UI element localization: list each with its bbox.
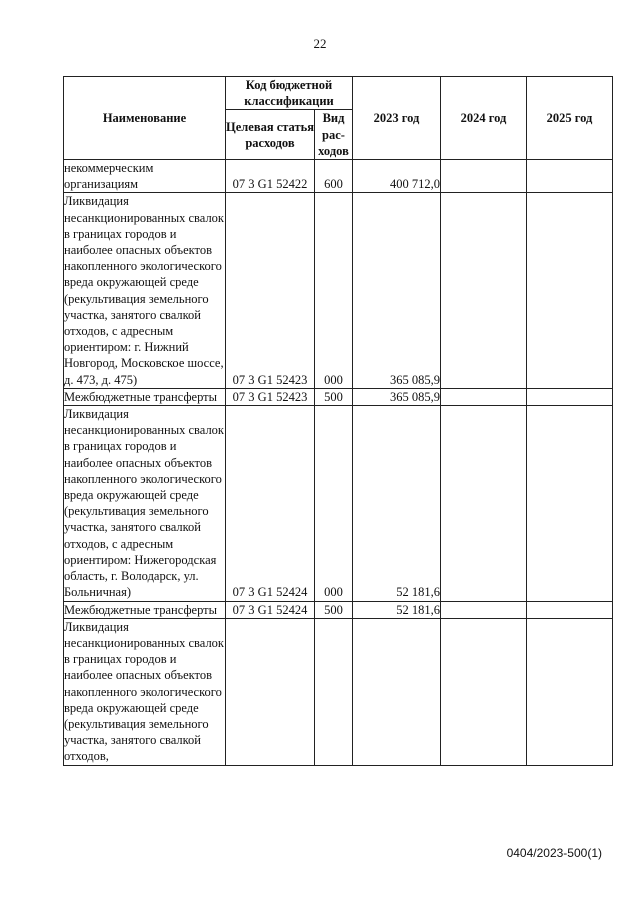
document-code: 0404/2023-500(1) — [506, 846, 602, 860]
row-name: некоммерческим организациям — [64, 160, 226, 193]
row-2025 — [527, 193, 613, 388]
budget-table — [63, 76, 613, 766]
header-code-group: Код бюджетной классификации — [226, 77, 353, 110]
row-2025 — [527, 601, 613, 618]
table-row — [64, 406, 613, 601]
row-2025 — [527, 618, 613, 765]
table-row — [64, 601, 613, 618]
row-2025 — [527, 406, 613, 601]
header-name: Наименование — [64, 77, 226, 160]
row-name: Межбюджетные трансферты — [64, 601, 226, 618]
header-year-2025: 2025 год — [527, 77, 613, 160]
table-row — [64, 160, 613, 193]
row-2024 — [441, 160, 527, 193]
table-row — [64, 388, 613, 405]
row-2023 — [353, 618, 441, 765]
row-2024 — [441, 388, 527, 405]
table-row — [64, 193, 613, 388]
row-2023: 400 712,0 — [353, 160, 441, 193]
row-2024 — [441, 193, 527, 388]
row-2024 — [441, 406, 527, 601]
header-expense-type: Вид рас-ходов — [315, 110, 353, 160]
row-2025 — [527, 388, 613, 405]
row-target: 07 3 G1 52423 — [226, 388, 315, 405]
row-2023: 52 181,6 — [353, 601, 441, 618]
row-name: Ликвидация несанкционированных свалок в границах городов и наиболее опасных объектов накопленного экологического вреда окружающей среде (рекультивация земельного участка, занятого свалкой отходов, — [64, 619, 225, 764]
row-target — [226, 618, 315, 765]
row-type: 600 — [315, 160, 353, 193]
row-name: Ликвидация несанкционированных свалок в границах городов и наиболее опасных объектов накопленного экологического вреда окружающей среде (рекультивация земельного участка, занятого свалкой отходов, с адресным ориентиром: Нижегородская область, г. Володарск, ул. Больничная) — [64, 407, 225, 600]
row-type: 500 — [315, 601, 353, 618]
header-year-2023: 2023 год — [353, 77, 441, 160]
row-target: 07 3 G1 52424 — [226, 601, 315, 618]
table-row — [64, 618, 613, 765]
row-target: 07 3 G1 52424 — [226, 406, 315, 601]
row-2023: 365 085,9 — [353, 193, 441, 388]
row-2024 — [441, 601, 527, 618]
row-2023: 52 181,6 — [353, 406, 441, 601]
row-2024 — [441, 618, 527, 765]
row-type: 500 — [315, 388, 353, 405]
row-target: 07 3 G1 52423 — [226, 193, 315, 388]
row-type: 000 — [315, 406, 353, 601]
page-number: 22 — [313, 36, 327, 51]
header-target-article: Целевая статья расходов — [226, 110, 315, 160]
header-year-2024: 2024 год — [441, 77, 527, 160]
row-type: 000 — [315, 193, 353, 388]
row-name: Ликвидация несанкционированных свалок в границах городов и наиболее опасных объектов накопленного экологического вреда окружающей среде (рекультивация земельного участка, занятого свалкой отходов, с адресным ориентиром: г. Нижний Новгород, Московское шоссе, д. 473, д. 475) — [64, 194, 225, 387]
row-2025 — [527, 160, 613, 193]
row-target: 07 3 G1 52422 — [226, 160, 315, 193]
row-2023: 365 085,9 — [353, 388, 441, 405]
row-name: Межбюджетные трансферты — [64, 388, 226, 405]
row-type — [315, 618, 353, 765]
